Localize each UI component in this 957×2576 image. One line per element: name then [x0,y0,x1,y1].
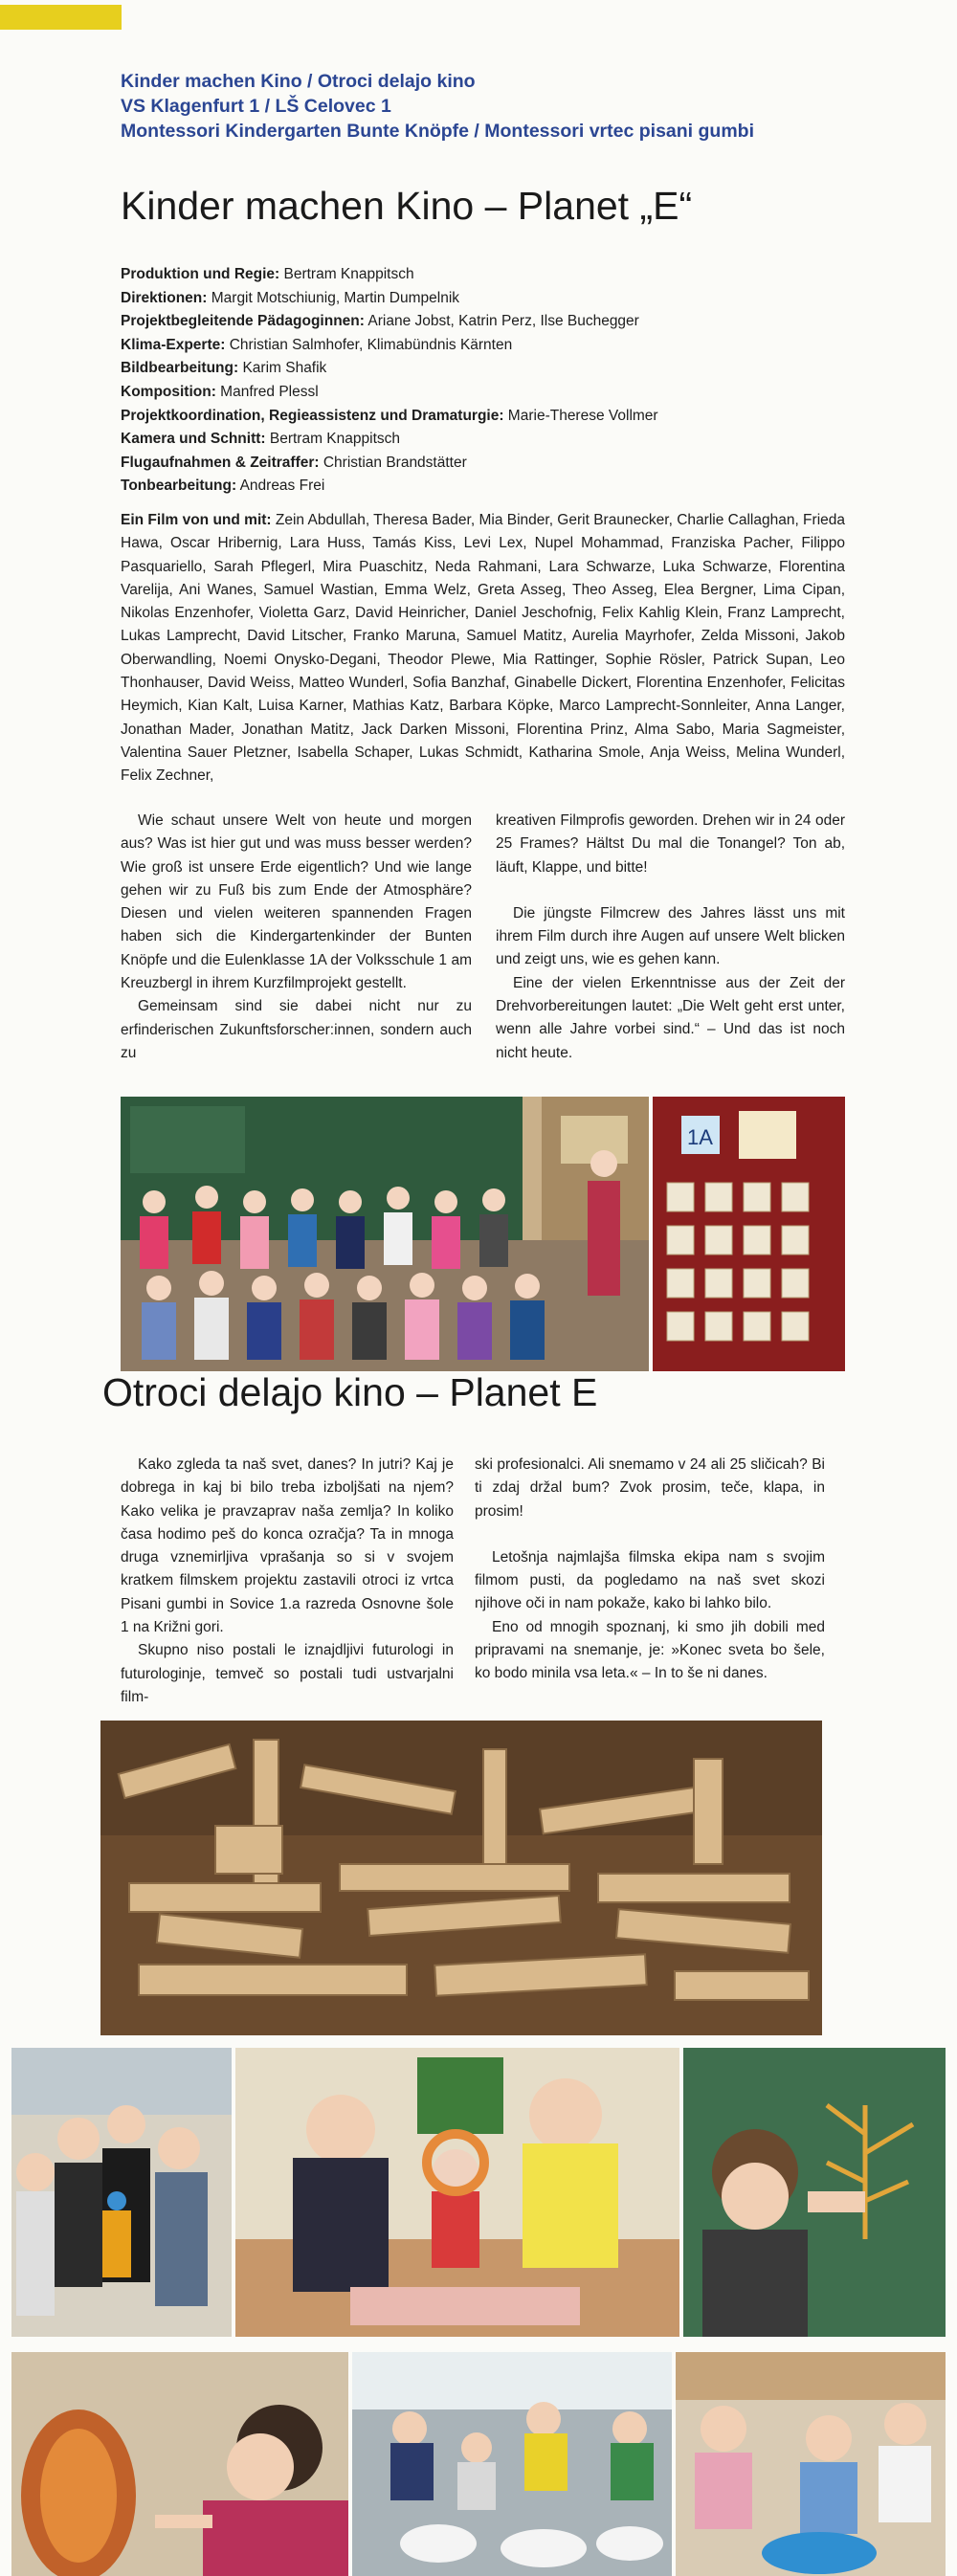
credit-label: Tonbearbeitung: [121,477,237,495]
header-line-kindergarten: Montessori Kindergarten Bunte Knöpfe / Montessori vrtec pisani gumbi [121,121,754,142]
slovenian-text-column-2 [475,1454,825,1686]
credit-value: Bertram Knappitsch [279,266,414,282]
credit-value: Ariane Jobst, Katrin Perz, Ilse Buchegger [364,313,639,330]
cast-names: Zein Abdullah, Theresa Bader, Mia Binder, Gerit Braunecker, Charlie Callaghan, Frieda Hawa, Oscar Hribernig, Lara Huss, Tamás Kiss, Levi Lex, Nupel Mohammad, Franziska Pacher, Filippo Pasquariello, Sarah Pflegerl, Mira Puaschitz, Neda Rahmani, Lara Schwarze, Luka Schwarze, Florentina Varelija, Ani Wanes, Samuel Wastian, Emma Welz, Greta Asseg, Theo Asseg, Elea Bergner, Lima Cipan, Nikolas Enzenhofer, Violetta Garz, David Heinricher, Daniel Jeschofnig, Felix Kahlig Klein, Franz Lamprecht, Lukas Lamprecht, David Litscher, Franko Maruna, Samuel Matitz, Aurelia Mayrhofer, Zelda Missoni, Jakob Oberwandling, Noemi Onysko-Degani, Theodor Plewe, Mia Rattinger, Sophie Rösler, Patrick Supan, Leo Thonhauser, David Weiss, Matteo Wunderl, Sofia Banzhaf, Ginabelle Dickert, Florentina Enzenhofer, Felicitas Heymich, Kian Kalt, Luisa Karner, Mathias Katz, Barbara Köpke, Marco Lamprecht-Sonnleiter, Anna Langer, Jonathan Mader, Jonathan Matitz, Jack Darken Missoni, Florentina Prinz, Alma Sabo, Maria Sagmeister, Valentina Sauer Pletzner, Isabella Schaper, Lukas Schmidt, Katharina Smole, Anja Weiss, Melina Wunderl, Felix Zechner, [121,512,845,785]
drawing-board-illustration [683,2048,946,2337]
paragraph: Letošnja najmlajša filmska ekipa nam s svojim filmom pusti, da pogledamo na naš svet skozi njihove oči in nam pokaže, kako bi lahko bilo. [475,1548,825,1612]
credit-row [121,428,944,452]
article-header [121,69,944,144]
credit-value: Bertram Knappitsch [265,431,401,448]
floor-drawing-photo [352,2352,672,2576]
credit-label: Direktionen: [121,289,208,306]
credit-value: Christian Brandstätter [319,454,467,471]
doll-play-illustration [235,2048,679,2337]
credit-label: Klima-Experte: [121,336,226,353]
paragraph: Die jüngste Filmcrew des Jahres lässt uns mit ihrem Film durch ihre Augen auf unsere Welt blicken und zeigt uns, wie es gehen kann. [496,904,845,968]
drawing-board-photo [683,2048,946,2337]
credit-row [121,405,944,429]
credit-label: Komposition: [121,383,216,400]
german-text-column-1 [121,810,472,1065]
floor-drawing-illustration [352,2352,672,2576]
credit-row [121,263,944,287]
paragraph: Wie schaut unsere Welt von heute und morgen aus? Was ist hier gut und was muss besser werden? Wie groß ist unsere Erde eigentlich? Und wie lange gehen wir zu Fuß bis zum Ende der Atmosphäre? Diesen und vielen weiteren spannenden Fragen haben sich die Kindergartenkinder der Bunten Knöpfe und die Eulenklasse 1A der Volksschule 1 am Kreuzbergl in ihrem Kurzfilmprojekt gestellt. [121,812,472,992]
credit-label: Projektbegleitende Pädagoginnen: [121,313,365,330]
credit-value: Margit Motschiunig, Martin Dumpelnik [207,289,460,306]
credit-row [121,452,944,476]
credit-row [121,475,944,499]
credit-row [121,357,944,381]
wooden-blocks-photo [100,1721,822,2035]
credits-list [121,263,944,499]
accent-bar [0,5,122,30]
credit-row [121,287,944,311]
board-illustration [653,1097,845,1371]
class-photo-illustration [121,1097,649,1371]
credit-value: Manfred Plessl [215,383,319,400]
board-label-1a: 1A [687,1125,713,1149]
credit-row [121,334,944,358]
paragraph: Skupno niso postali le iznajdljivi futurologi in futurologinje, temveč so postali tudi ustvarjalni film- [121,1642,454,1705]
class-group-photo [121,1097,649,1371]
title-german: Kinder machen Kino – Planet „E“ [121,184,693,228]
painting-photo [11,2352,348,2576]
classroom-board-photo [653,1097,845,1371]
paragraph: kreativen Filmprofis geworden. Drehen wir in 24 oder 25 Frames? Hältst Du mal die Tonangel? Ton ab, läuft, Klappe, und bitte! [496,812,845,876]
credit-value: Andreas Frei [236,477,325,495]
painting-illustration [11,2352,348,2576]
header-line-school: VS Klagenfurt 1 / LŠ Celovec 1 [121,96,391,117]
wooden-blocks-illustration [100,1721,822,2035]
credit-value: Marie-Therese Vollmer [503,407,658,424]
group-drawing-illustration [676,2352,946,2576]
slovenian-text-column-1 [121,1454,454,1709]
credit-label: Flugaufnahmen & Zeitraffer: [121,454,320,471]
cast-paragraph [121,509,845,788]
credit-row [121,310,944,334]
credit-label: Projektkoordination, Regieassistenz und Dramaturgie: [121,407,504,424]
cast-label: Ein Film von und mit: [121,512,272,528]
credit-value: Christian Salmhofer, Klimabündnis Kärnten [225,336,513,353]
paragraph: Kako zgleda ta naš svet, danes? In jutri? Kaj je dobrega in kaj bi bilo treba izboljšati na njem? Kako velika je pravzaprav naša zemlja? In koliko časa hodimo peš do konca ozračja? Ta in mnoga druga vznemirljiva vprašanja so si v svojem kratkem filmskem projektu zastavili otroci iz vrtca Pisani gumbi in Sovice 1.a razreda Osnovne šole 1 na Križni gori. [121,1456,454,1636]
kids-toy-photo [11,2048,232,2337]
title-slovenian: Otroci delajo kino – Planet E [102,1370,598,1414]
paragraph: ski profesionalci. Ali snemamo v 24 ali 25 sličicah? Bi ti zdaj držal bum? Zvok prosim, teče, klapa, in prosim! [475,1456,825,1520]
german-text-column-2 [496,810,845,1065]
group-drawing-photo [676,2352,946,2576]
credit-label: Bildbearbeitung: [121,360,239,377]
header-line-project: Kinder machen Kino / Otroci delajo kino [121,71,476,92]
credit-label: Produktion und Regie: [121,266,280,282]
kids-toy-illustration [11,2048,232,2337]
paragraph: Eine der vielen Erkenntnisse aus der Zeit der Drehvorbereitungen lautet: „Die Welt geht erst unter, wenn alle Jahre vorbei sind.“ – Und das ist noch nicht heute. [496,974,845,1061]
credit-value: Karim Shafik [238,360,327,377]
credit-label: Kamera und Schnitt: [121,431,266,448]
paragraph: Eno od mnogih spoznanj, ki smo jih dobili med pripravami na snemanje, je: »Konec sveta bo šele, ko bodo minila vsa leta.« – In to še ni danes. [475,1618,825,1682]
credit-row [121,381,944,405]
paragraph: Gemeinsam sind sie dabei nicht nur zu erfinderischen Zukunftsforscher:innen, sondern auch zu [121,998,472,1061]
doll-play-photo [235,2048,679,2337]
